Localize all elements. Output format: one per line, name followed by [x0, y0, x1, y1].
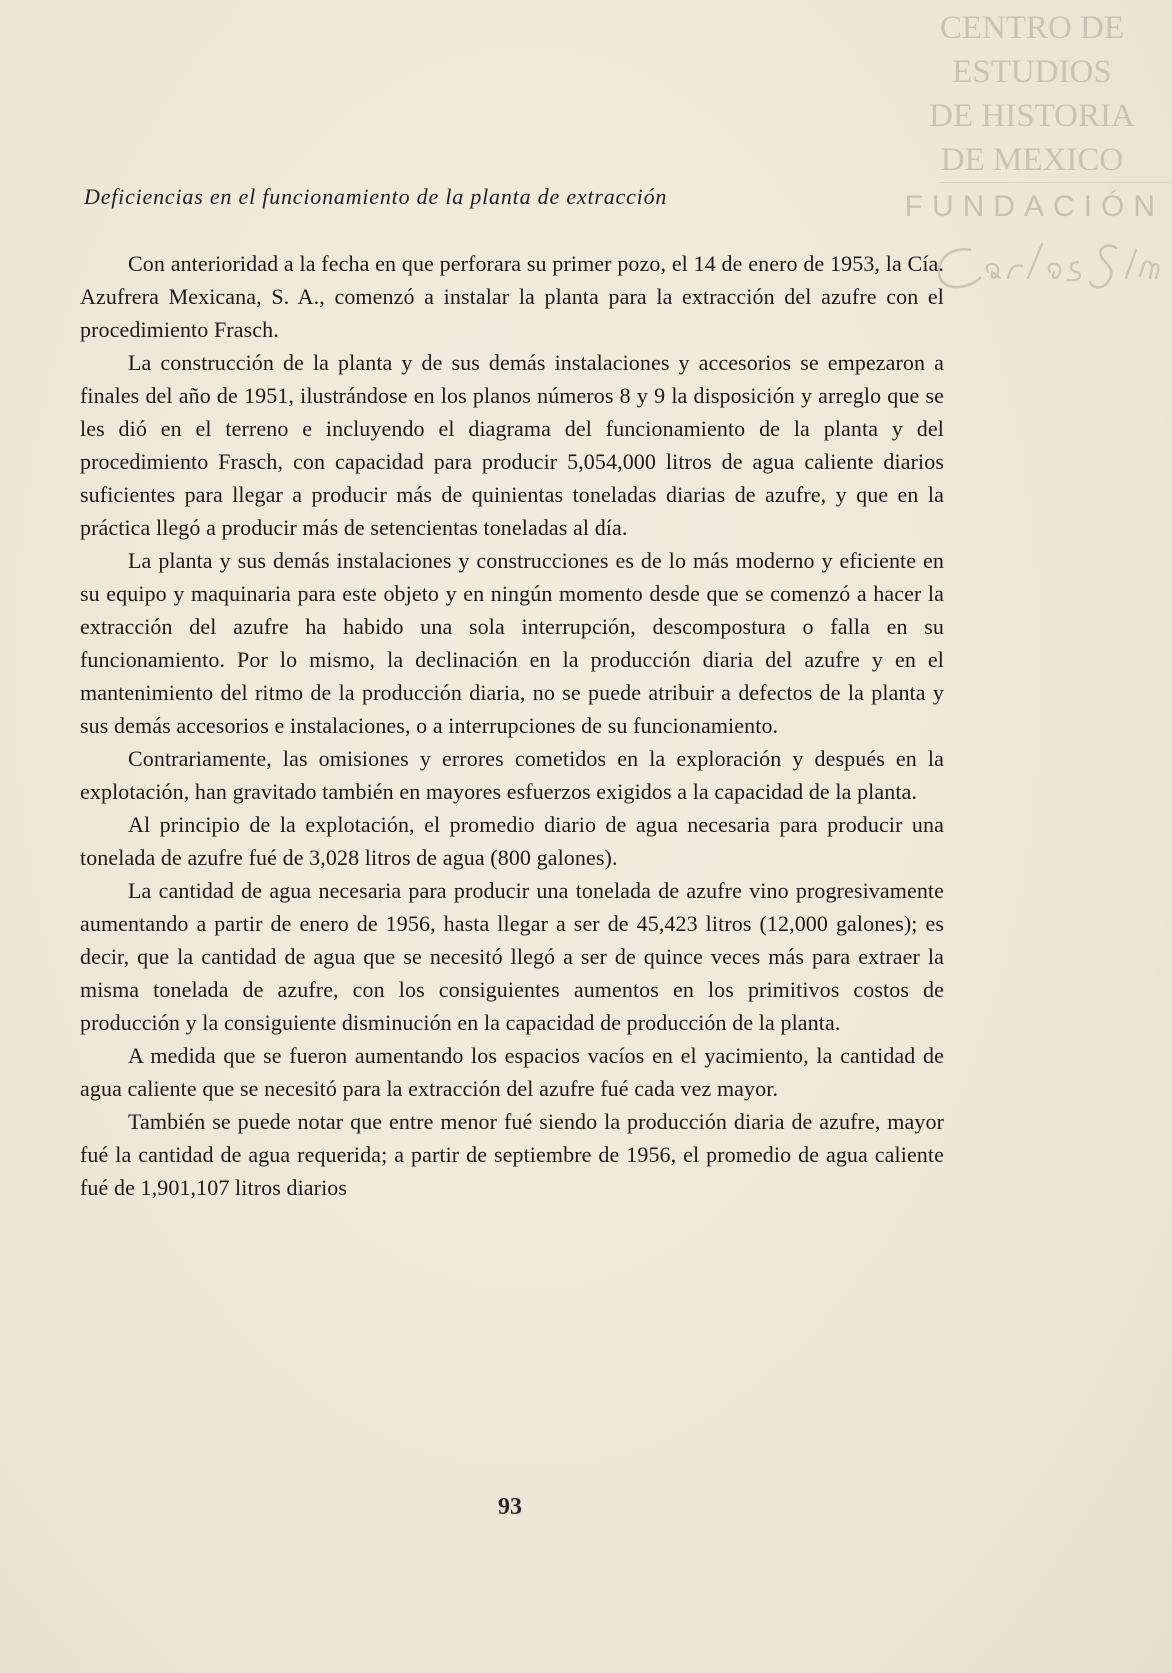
paragraph: También se puede notar que entre menor fué siendo la producción diaria de azufre, mayor fué la cantidad de agua requerida; a partir de septiembre de 1956, el promedio de agua caliente fué de 1,901,107 litros diarios [80, 1109, 944, 1200]
body-text [80, 247, 944, 1204]
paragraph: Al principio de la explotación, el promedio diario de agua necesaria para producir una tonelada de azufre fué de 3,028 litros de agua (800 galones). [80, 812, 944, 870]
watermark-line: DE MEXICO [940, 142, 1124, 178]
paragraph: A medida que se fueron aumentando los espacios vacíos en el yacimiento, la cantidad de agua caliente que se necesitó para la extracción del azufre fué cada vez mayor. [80, 1043, 944, 1101]
paragraph: Contrariamente, las omisiones y errores cometidos en la exploración y después en la explotación, han gravitado también en mayores esfuerzos exigidos a la capacidad de la planta. [80, 746, 944, 804]
watermark-line: ESTUDIOS [952, 54, 1112, 90]
watermark-signature-icon [930, 232, 1160, 302]
watermark-line: CENTRO DE [939, 10, 1125, 46]
watermark-fundacion: FUNDACIÓN [904, 190, 1164, 223]
watermark-centro-estudios [912, 6, 1152, 182]
paragraph: La cantidad de agua necesaria para producir una tonelada de azufre vino progresivamente aumentando a partir de enero de 1956, hasta llegar a ser de 45,423 litros (12,000 galones); es decir, que la cantidad de agua que se necesitó llegó a ser de quince veces más para extraer la misma tonelada de azufre, con los consiguientes aumentos en los primitivos costos de producción y la consiguiente disminución en la capacidad de producción de la planta. [80, 878, 944, 1035]
watermark-line: DE HISTORIA [929, 98, 1135, 134]
paragraph: La planta y sus demás instalaciones y construcciones es de lo más moderno y eficiente en su equipo y maquinaria para este objeto y en ningún momento desde que se comenzó a hacer la extracción del azufre ha habido una sola interrupción, descompostura o falla en su funcionamiento. Por lo mismo, la declinación en la producción diaria del azufre y en el mantenimiento del ritmo de la producción diaria, no se puede atribuir a defectos de la planta y sus demás accesorios e instalaciones, o a interrupciones de su funcionamiento. [80, 548, 944, 738]
watermark-divider [940, 182, 1172, 183]
section-heading: Deficiencias en el funcionamiento de la planta de extracción [84, 184, 668, 209]
page-number: 93 [498, 1494, 522, 1520]
paragraph: Con anterioridad a la fecha en que perforara su primer pozo, el 14 de enero de 1953, la Cía. Azufrera Mexicana, S. A., comenzó a instalar la planta para la extracción del azufre con el procedimiento Frasch. [80, 251, 944, 342]
paragraph: La construcción de la planta y de sus demás instalaciones y accesorios se empezaron a finales del año de 1951, ilustrándose en los planos números 8 y 9 la disposición y arreglo que se les dió en el terreno e incluyendo el diagrama del funcionamiento de la planta y del procedimiento Frasch, con capacidad para producir 5,054,000 litros de agua caliente diarios suficientes para llegar a producir más de quinientas toneladas diarias de azufre, y que en la práctica llegó a producir más de setencientas toneladas al día. [80, 350, 944, 540]
